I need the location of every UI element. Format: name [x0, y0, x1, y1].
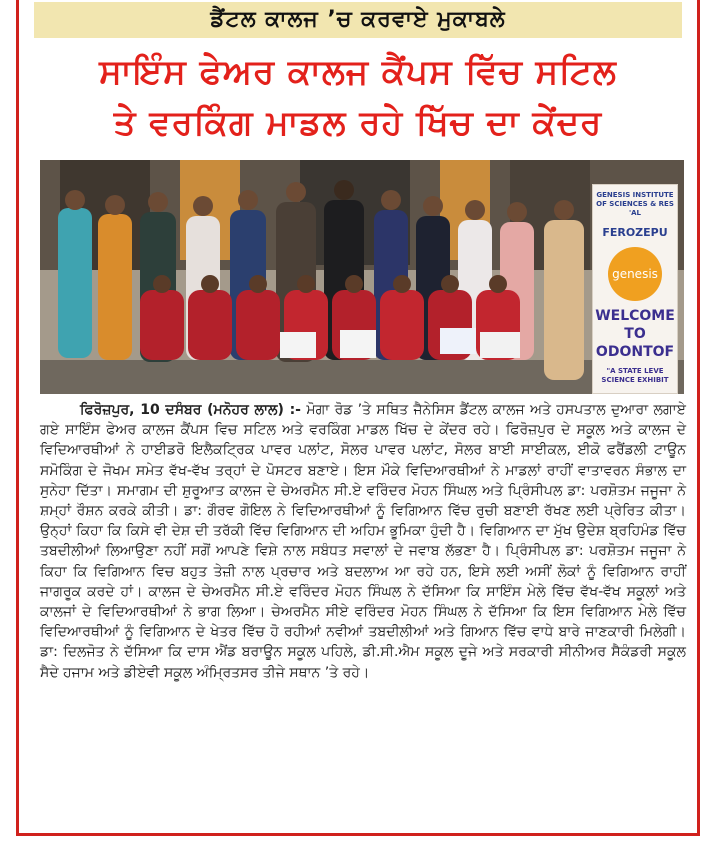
banner-city: FEROZEPU	[602, 226, 668, 239]
article-body	[40, 400, 686, 683]
group-photo-illustration	[40, 160, 684, 394]
headline-line-2: ਤੇ ਵਰਕਿੰਗ ਮਾਡਲ ਰਹੇ ਖਿੱਚ ਦਾ ਕੇਂਦਰ	[113, 103, 603, 143]
welcome-banner	[592, 184, 678, 394]
banner-tagline: "A STATE LEVE SCIENCE EXHIBIT	[601, 367, 669, 384]
dateline: ਫਿਰੋਜ਼ਪੁਰ, 10 ਦਸੰਬਰ (ਮਨੋਹਰ ਲਾਲ) :-	[80, 402, 301, 418]
kicker-strap: ਡੈਂਟਲ ਕਾਲਜ ’ਚ ਕਰਵਾਏ ਮੁਕਾਬਲੇ	[34, 2, 682, 38]
genesis-logo: genesis	[608, 247, 662, 301]
banner-welcome: WELCOME TO ODONTOF	[595, 308, 675, 360]
article-body-text: ਮੋਗਾ ਰੋਡ ’ਤੇ ਸਥਿਤ ਜੈਨੇਸਿਸ ਡੈਂਟਲ ਕਾਲਜ ਅਤੇ ਹਸਪਤਾਲ ਦੁਆਰਾ ਲਗਾਏ ਗਏ ਸਾਇੰਸ ਫੇਅਰ ਕਾਲਜ ਕੈਂਪਸ ਵਿਚ ਸਟਿਲ ਅਤੇ ਵਰਕਿੰਗ ਮਾਡਲ ਖਿੱਚ ਦੇ ਕੇਂਦਰ ਰਹੇ। ਫਿਰੋਜ਼ਪੁਰ ਦੇ ਸਕੂਲ ਅਤੇ ਕਾਲਜ ਦੇ ਵਿਦਿਆਰਥੀਆਂ ਨੇ ਹਾਈਡਰੋ ਇਲੈਕਟ੍ਰਿਕ ਪਾਵਰ ਪਲਾਂਟ, ਸੋਲਰ ਪਾਵਰ ਪਲਾਂਟ, ਸੋਲਰ ਬਾਈ ਸਾਈਕਲ, ਈਕੋ ਫਰੈਂਡਲੀ ਟਾਊਨ ਸਮੋਕਿੰਗ ਦੇ ਜੋਖਮ ਸਮੇਤ ਵੱਖ-ਵੱਖ ਤਰ੍ਹਾਂ ਦੇ ਪੋਸਟਰ ਬਣਾਏ। ਇਸ ਮੌਕੇ ਵਿਦਿਆਰਥੀਆਂ ਨੇ ਮਾਡਲਾਂ ਰਾਹੀਂ ਵਾਤਾਵਰਨ ਸੰਭਾਲ ਦਾ ਸੁਨੇਹਾ ਦਿੱਤਾ। ਸਮਾਗਮ ਦੀ ਸ਼ੁਰੂਆਤ ਕਾਲਜ ਦੇ ਚੇਅਰਮੈਨ ਸੀ.ਏ ਵਰਿੰਦਰ ਮੋਹਨ ਸਿੰਘਲ ਅਤੇ ਪ੍ਰਿੰਸੀਪਲ ਡਾ: ਪਰਸ਼ੋਤਮ ਜਜੂਜਾ ਨੇ ਸ਼ਮ੍ਹਾਂ ਰੌਸ਼ਨ ਕਰਕੇ ਕੀਤੀ। ਡਾ: ਗੌਰਵ ਗੋਇਲ ਨੇ ਵਿਦਿਆਰਥੀਆਂ ਨੂੰ ਵਿਗਿਆਨ ਵਿੱਚ ਰੁਚੀ ਬਣਾਈ ਰੱਖਣ ਲਈ ਪ੍ਰੇਰਿਤ ਕੀਤਾ। ਉਨ੍ਹਾਂ ਕਿਹਾ ਕਿ ਕਿਸੇ ਵੀ ਦੇਸ਼ ਦੀ ਤਰੱਕੀ ਵਿੱਚ ਵਿਗਿਆਨ ਦੀ ਅਹਿਮ ਭੂਮਿਕਾ ਹੁੰਦੀ ਹੈ। ਵਿਗਿਆਨ ਦਾ ਮੁੱਖ ਉਦੇਸ਼ ਬ੍ਰਹਿਮੰਡ ਵਿੱਚ ਤਬਦੀਲੀਆਂ ਲਿਆਉਣਾ ਨਹੀਂ ਸਗੋਂ ਆਪਣੇ ਵਿਸ਼ੇ ਨਾਲ ਸਬੰਧਤ ਸਵਾਲਾਂ ਦੇ ਜਵਾਬ ਲੱਭਣਾ ਹੈ। ਪ੍ਰਿੰਸੀਪਲ ਡਾ: ਪਰਸ਼ੋਤਮ ਜਜੂਜਾ ਨੇ ਕਿਹਾ ਕਿ ਵਿਗਿਆਨ ਵਿਚ ਬਹੁਤ ਤੇਜ਼ੀ ਨਾਲ ਪ੍ਰਚਾਰ ਅਤੇ ਬਦਲਾਅ ਆ ਰਹੇ ਹਨ, ਇਸੇ ਲਈ ਅਸੀਂ ਲੋਕਾਂ ਨੂੰ ਵਿਗਿਆਨ ਰਾਹੀਂ ਜਾਗਰੂਕ ਕਰਦੇ ਹਾਂ। ਕਾਲਜ ਦੇ ਚੇਅਰਮੈਨ ਸੀ.ਏ ਵਰਿੰਦਰ ਮੋਹਨ ਸਿੰਘਲ ਨੇ ਦੱਸਿਆ ਕਿ ਸਾਇੰਸ ਮੇਲੇ ਵਿੱਚ ਵੱਖ-ਵੱਖ ਸਕੂਲਾਂ ਅਤੇ ਕਾਲਜਾਂ ਦੇ ਵਿਦਿਆਰਥੀਆਂ ਨੇ ਭਾਗ ਲਿਆ। ਚੇਅਰਮੈਨ ਸੀਏ ਵਰਿੰਦਰ ਮੋਹਨ ਸਿੰਘਲ ਨੇ ਦੱਸਿਆ ਕਿ ਇਸ ਵਿਗਿਆਨ ਮੇਲੇ ਵਿੱਚ ਵਿਦਿਆਰਥੀਆਂ ਨੂੰ ਵਿਗਿਆਨ ਦੇ ਖੇਤਰ ਵਿੱਚ ਹੋ ਰਹੀਆਂ ਨਵੀਆਂ ਤਬਦੀਲੀਆਂ ਅਤੇ ਗਿਆਨ ਵਿੱਚ ਵਾਧੇ ਬਾਰੇ ਜਾਣਕਾਰੀ ਮਿਲੇਗੀ। ਡਾ: ਦਿਲਜੋਤ ਨੇ ਦੱਸਿਆ ਕਿ ਦਾਸ ਐਂਡ ਬਰਾਊਨ ਸਕੂਲ ਪਹਿਲੇ, ਡੀ.ਸੀ.ਐਮ ਸਕੂਲ ਦੂਜੇ ਅਤੇ ਸਰਕਾਰੀ ਸੀਨੀਅਰ ਸੈਕੰਡਰੀ ਸਕੂਲ ਸੈਦੇ ਹਜਾਮ ਅਤੇ ਡੀਏਵੀ ਸਕੂਲ ਅੰਮ੍ਰਿਤਸਰ ਤੀਜੇ ਸਥਾਨ ’ਤੇ ਰਹੇ।	[40, 402, 686, 681]
headline-line-1: ਸਾਇੰਸ ਫੇਅਰ ਕਾਲਜ ਕੈਂਪਸ ਵਿੱਚ ਸਟਿਲ	[99, 52, 617, 92]
banner-institute: GENESIS INSTITUTE OF SCIENCES & RES 'AL	[596, 191, 674, 217]
group-photo	[40, 160, 684, 394]
newspaper-clipping	[16, 0, 700, 836]
